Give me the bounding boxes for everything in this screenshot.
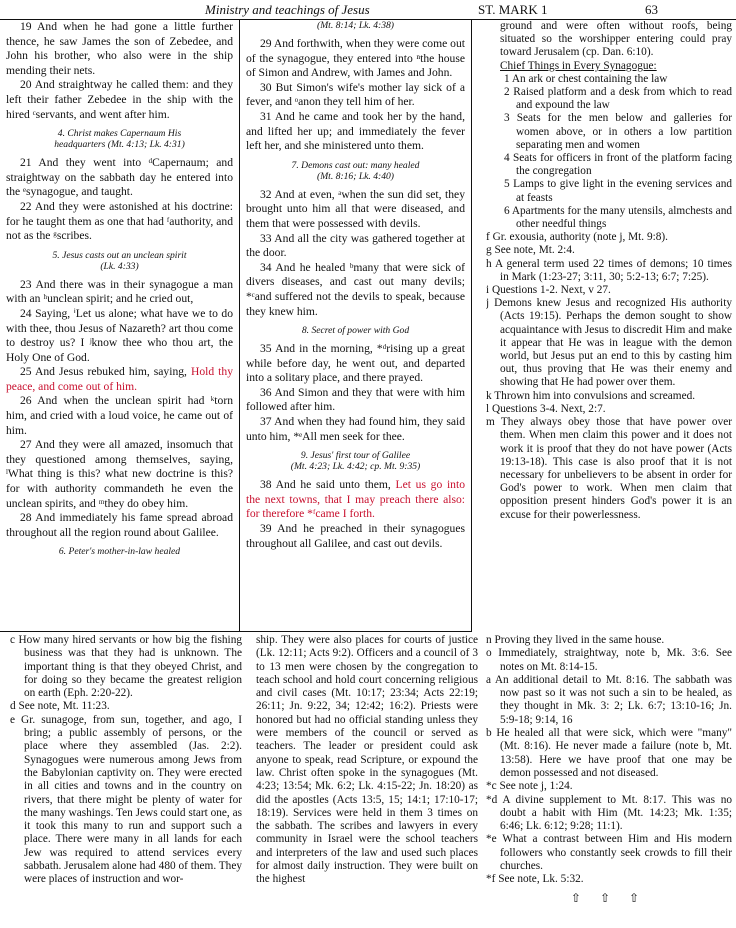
note-c: c How many hired servants or how big the fishing business was that they had is unknown. The important thing is that they obeyed Christ, and for doing so they became the greatest religion on earth (Eph. 2:20-22). (10, 634, 242, 700)
verse-22: 22 And they were astonished at his doctrine: for he taught them as one that had ᶠauthority, and not as the ᵍscribes. (6, 199, 233, 243)
verse-33: 33 And all the city was gathered together at the door. (246, 231, 465, 260)
verse-37: 37 And when they had found him, they said unto him, *ᵉAll men seek for thee. (246, 415, 465, 443)
chief-item: 6 Apartments for the many utensils, almchests and other needful things (504, 204, 732, 231)
section-heading-6: 6. Peter's mother-in-law healed (58, 546, 181, 558)
footnotes-left (10, 634, 242, 924)
verse-24: 24 Saying, ⁱLet us alone; what have we to do with thee, thou Jesus of Nazareth? art thou come to destroy us? I ʲknow thee who thou art, the Holy One of God. (6, 306, 233, 364)
words-of-jesus: Let us go into the next towns, that I may preach there also: for therefore *ᶠcame I forth. (246, 478, 465, 521)
note-g: g See note, Mt. 2:4. (486, 244, 575, 257)
note-star-d: *d A divine supplement to Mt. 8:17. This was no doubt a habit with Him (Mt. 14:23; Mk. 1:35; 6:46; Lk. 6:12; 9:28; 11:1). (486, 793, 732, 833)
verse-38: 38 And he said unto them, Let us go into the next towns, that I may preach there also: for therefore *ᶠcame I forth. (246, 478, 465, 521)
verse-30: 30 But Simon's wife's mother lay sick of a fever, and ᵒanon they tell him of her. (246, 80, 465, 109)
section-6-reference: (Mt. 8:14; Lk. 4:38) (317, 20, 394, 31)
chief-item: 2 Raised platform and a desk from which to read and expound the law (504, 86, 732, 112)
verse-23: 23 And there was in their synagogue a man with an ʰunclean spirit; and he cried out, (6, 277, 233, 306)
note-n: n Proving they lived in the same house. (486, 634, 665, 646)
note-d: d See note, Mt. 11:23. (10, 700, 110, 713)
note-h: h A general term used 22 times of demons; 10 times in Mark (1:23-27; 3:11, 30; 5:2-13; 6:7; 7:25). (486, 257, 732, 283)
note-a: a An additional detail to Mt. 8:16. The sabbath was now past so it was not such a sin to be healed, as they thought in Mk. 3: 2; Lk. 6:7; 13:10-16; Jn. 5:9-18; 9:14, 16 (486, 673, 732, 726)
note-k: k Thrown him into convulsions and screamed. (486, 389, 696, 402)
page-header (0, 0, 736, 20)
notes-column-right (486, 20, 732, 632)
up-arrows-icon: ⇧ ⇧ ⇧ (570, 890, 648, 905)
note-star-f: *f See note, Lk. 5:32. (486, 873, 584, 886)
chief-item: 3 Seats for the men below and galleries for women above, or in others a low partition separating men and women (504, 112, 732, 151)
verse-27: 27 And they were all amazed, insomuch that they questioned among themselves, saying, ˡWhat thing is this? what new doctrine is this? for with authority commandeth he even the unclean spirits, and ᵐthey do obey him. (6, 438, 233, 510)
verse-39: 39 And he preached in their synagogues throughout all Galilee, and cast out devils. (246, 522, 465, 550)
footnotes-middle (256, 634, 478, 924)
verse-31: 31 And he came and took her by the hand, and lifted her up; and immediately the fever left her, and she ministered unto them. (246, 109, 465, 153)
scripture-column-left (0, 20, 240, 632)
verse-25: 25 And Jesus rebuked him, saying, Hold thy peace, and come out of him. (6, 365, 233, 393)
words-of-jesus: Hold thy peace, and come out of him. (6, 365, 233, 393)
note-j: j Demons knew Jesus and recognized His authority (Acts 19:15). Perhaps the demon sought to show acquaintance with Jesus to discredit Him and make it appear that He was in league with the demon world, but Jesus put an end to this by casting him out, thus proving that He was their enemy and showing that He had power over them. (486, 297, 732, 389)
verse-26: 26 And when the unclean spirit had ᵏtorn him, and cried with a loud voice, he came out of him. (6, 394, 233, 437)
footnotes-right (486, 634, 732, 924)
note-e-middle: ship. They were also places for courts of justice (Lk. 12:11; Acts 9:2). Officers and a council of 3 to 13 men were chosen by the congregation to teach school and hold court concerning religious and civil cases (Mt. 10:17; 23:34; Acts 22:19; 26:11; Jn. 9:22, 34; 12:42; 16:2). Priests were honored but had no official standing unless they were members of the council or served as teachers. The leader or president could ask anyone to speak, read Scripture, or expound the law. Christ often spoke in the synagogues (Mt. 4:23; 13:54; Mk. 6:2; Lk. 4:15-22; Jn. 18:20) as did the apostles (Acts 13:5, 15; 14:1; 17:10-17; 18:19). Services were held in them 3 times on the sabbath. The scribes and lawyers in every community in Israel were the school teachers and interpreters of the law and used such places for almost daily instruction. They were built on the highest (256, 634, 478, 886)
note-m: m They always obey those that have power over them. When men claim this power and it does not work it is proof that they do not have power (Acts 19:13-18). This case is also proof that it is not necessary for unbelievers to be absent in order for God's power to work. When men claim that opposition present hinders God's power it is an excuse for their powerlessness. (486, 416, 732, 521)
section-heading-4: 4. Christ makes Capernaum His headquarters (Mt. 4:13; Lk. 4:31) (54, 128, 185, 151)
verse-34: 34 And he healed ᵇmany that were sick of divers diseases, and cast out many devils; *ᶜand suffered not the devils to speak, because they knew him. (246, 260, 465, 318)
verse-29: 29 And forthwith, when they were come out of the synagogue, they entered into ⁿthe house of Simon and Andrew, with James and John. (246, 37, 465, 80)
chief-item: 1 An ark or chest containing the law (504, 72, 668, 85)
section-heading-7: 7. Demons cast out: many healed (Mt. 8:16; Lk. 4:40) (291, 159, 420, 182)
verse-19: 19 And when he had gone a little further thence, he saw James the son of Zebedee, and John his brother, who also were in the ship mending their nets. (6, 20, 233, 77)
chief-item: 4 Seats for officers in front of the platform facing the congregation (504, 152, 732, 178)
note-star-e: *e What a contrast between Him and His modern followers who constantly seek crowds to fill their churches. (486, 833, 732, 873)
chief-item: 5 Lamps to give light in the evening services and at feasts (504, 178, 732, 204)
note-o: o Immediately, straightway, note b, Mk. 3:6. See notes on Mt. 8:14-15. (486, 647, 732, 673)
note-e-continued: ground and were often without roofs, being situated so the worshipper entering could pray toward Jerusalem (cp. Dan. 6:10). (500, 20, 732, 59)
verse-36: 36 And Simon and they that were with him followed after him. (246, 385, 465, 414)
book-chapter: ST. MARK 1 (478, 2, 548, 17)
running-title: Ministry and teachings of Jesus (205, 2, 370, 17)
section-heading-5: 5. Jesus casts out an unclean spirit (Lk. 4:33) (52, 249, 187, 272)
note-e: e Gr. sunagoge, from sun, together, and ago, I bring; a public assembly of persons, or the place where they assembled (Jas. 2:2). Synagogues were numerous among Jews from the Babylonian captivity on. They were erected in all cities and towns and in the country on rivers, that there might be plenty of water for the many washings. Ten Jews could start one, as it took this many to run and support such a place. There were many in all lands for each Jew was required to attend services every sabbath. Jerusalem alone had 480 of them. They were places of instruction and wor- (10, 713, 242, 886)
verse-35: 35 And in the morning, *ᵈrising up a great while before day, he went out, and departed into a solitary place, and there prayed. (246, 342, 465, 385)
verse-20: 20 And straightway he called them: and they left their father Zebedee in the ship with the hired ᶜservants, and went after him. (6, 78, 233, 121)
chief-things-heading: Chief Things in Every Synagogue: (500, 59, 657, 72)
verse-21: 21 And they went into ᵈCapernaum; and straightway on the sabbath day he entered into the ᵉsynagogue, and taught. (6, 156, 233, 199)
section-heading-8: 8. Secret of power with God (301, 325, 410, 337)
note-l: l Questions 3-4. Next, 2:7. (486, 402, 606, 415)
verse-28: 28 And immediately his fame spread abroad throughout all the region round about Galilee. (6, 511, 233, 539)
scripture-column-middle (240, 20, 472, 632)
verse-32: 32 And at even, ᵃwhen the sun did set, they brought unto him all that were diseased, and them that were possessed with devils. (246, 187, 465, 230)
note-i: i Questions 1-2. Next, v 27. (486, 284, 611, 297)
page-number: 63 (645, 2, 658, 17)
section-heading-9: 9. Jesus' first tour of Galilee (Mt. 4:23; Lk. 4:42; cp. Mt. 9:35) (290, 450, 421, 473)
note-star-c: *c See note j, 1:24. (486, 780, 573, 793)
note-b: b He healed all that were sick, which were "many" (Mt. 8:16). He never made a failure (note b, Mt. 13:58). Here we have proof that one may be demon possessed and not diseased. (486, 727, 732, 779)
note-f: f Gr. exousia, authority (note j, Mt. 9:8). (486, 231, 668, 244)
